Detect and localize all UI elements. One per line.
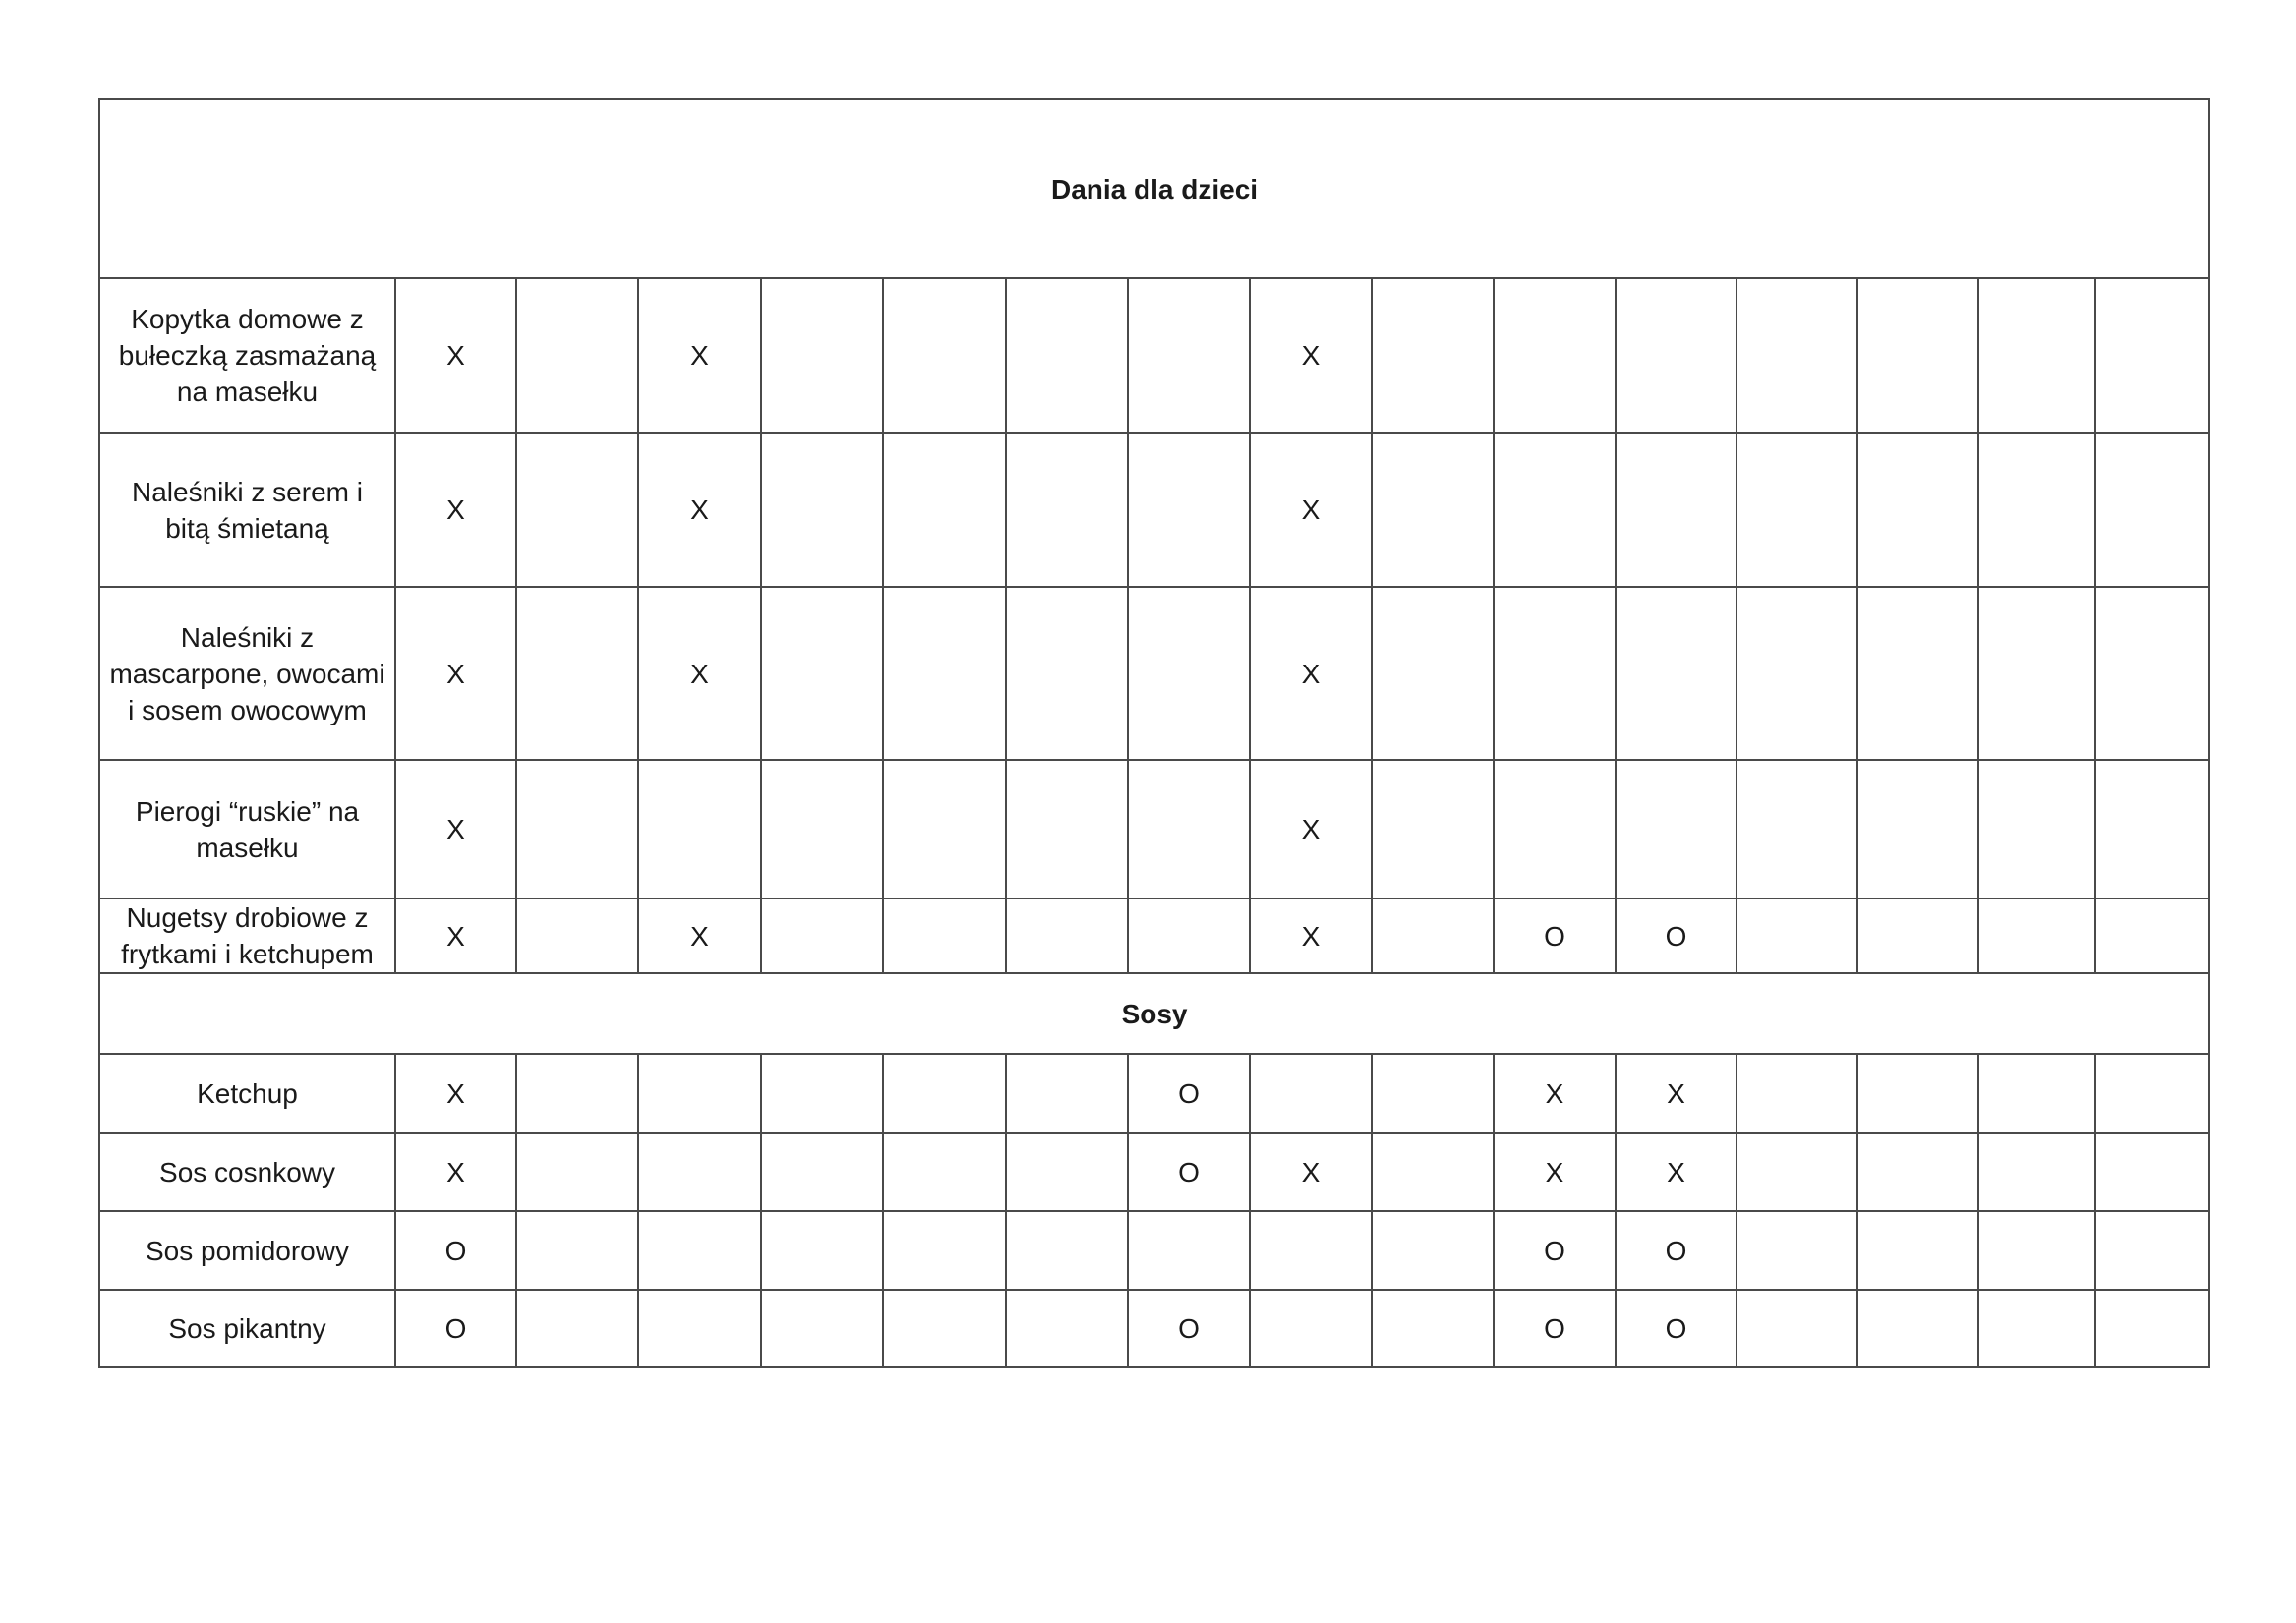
mark-cell (516, 898, 638, 973)
mark-cell (1857, 1054, 1978, 1133)
mark-cell (883, 433, 1006, 587)
mark-cell (516, 1133, 638, 1211)
allergen-table (98, 98, 2210, 1368)
dish-name-cell: Ketchup (99, 1054, 395, 1133)
table-row (99, 1211, 2209, 1290)
mark-cell (1737, 1133, 1857, 1211)
dish-name-cell: Naleśniki z serem i bitą śmietaną (99, 433, 395, 587)
mark-cell (883, 1290, 1006, 1367)
mark-cell (1494, 278, 1616, 433)
mark-cell (2095, 433, 2209, 587)
mark-cell (2095, 1133, 2209, 1211)
mark-cell (1616, 278, 1737, 433)
mark-cell (761, 433, 883, 587)
mark-cell (1006, 433, 1128, 587)
mark-cell (638, 760, 761, 898)
mark-cell (1978, 760, 2095, 898)
mark-cell (1616, 760, 1737, 898)
mark-cell (1737, 898, 1857, 973)
table-row (99, 1290, 2209, 1367)
mark-cell: X (1616, 1133, 1737, 1211)
mark-cell: X (638, 587, 761, 760)
mark-cell (1494, 760, 1616, 898)
dish-name-cell: Sos pomidorowy (99, 1211, 395, 1290)
mark-cell (883, 1054, 1006, 1133)
mark-cell: X (395, 278, 516, 433)
mark-cell (1616, 433, 1737, 587)
mark-cell: O (395, 1211, 516, 1290)
mark-cell (638, 1290, 761, 1367)
table-row (99, 1133, 2209, 1211)
mark-cell (761, 1290, 883, 1367)
table-row (99, 278, 2209, 433)
mark-cell (1372, 433, 1494, 587)
mark-cell (1128, 898, 1250, 973)
mark-cell (1250, 1211, 1372, 1290)
mark-cell: X (395, 587, 516, 760)
mark-cell (1128, 1211, 1250, 1290)
mark-cell (1006, 1133, 1128, 1211)
mark-cell (1250, 1054, 1372, 1133)
mark-cell: X (638, 278, 761, 433)
mark-cell (1494, 587, 1616, 760)
mark-cell: X (395, 1133, 516, 1211)
mark-cell: X (638, 898, 761, 973)
mark-cell: O (1494, 898, 1616, 973)
mark-cell (1737, 1054, 1857, 1133)
section-title: Sosy (99, 973, 2209, 1054)
mark-cell (638, 1211, 761, 1290)
mark-cell (883, 278, 1006, 433)
mark-cell: X (395, 760, 516, 898)
mark-cell: X (1250, 433, 1372, 587)
mark-cell: X (395, 433, 516, 587)
mark-cell (1857, 760, 1978, 898)
mark-cell (1737, 1290, 1857, 1367)
mark-cell (761, 278, 883, 433)
mark-cell (1494, 433, 1616, 587)
mark-cell: X (1250, 1133, 1372, 1211)
mark-cell (883, 1133, 1006, 1211)
mark-cell (2095, 1054, 2209, 1133)
mark-cell (1372, 1290, 1494, 1367)
mark-cell (1857, 587, 1978, 760)
mark-cell: O (1128, 1290, 1250, 1367)
mark-cell (2095, 760, 2209, 898)
mark-cell (516, 278, 638, 433)
mark-cell (638, 1133, 761, 1211)
mark-cell (1978, 433, 2095, 587)
mark-cell (1006, 760, 1128, 898)
mark-cell (761, 898, 883, 973)
mark-cell: O (1128, 1133, 1250, 1211)
mark-cell (1978, 1133, 2095, 1211)
mark-cell: O (395, 1290, 516, 1367)
mark-cell (1006, 1290, 1128, 1367)
mark-cell (1978, 587, 2095, 760)
mark-cell (1006, 587, 1128, 760)
mark-cell (1857, 1133, 1978, 1211)
mark-cell (1250, 1290, 1372, 1367)
mark-cell (2095, 278, 2209, 433)
dish-name-cell: Sos cosnkowy (99, 1133, 395, 1211)
mark-cell (1857, 1290, 1978, 1367)
mark-cell (1737, 760, 1857, 898)
mark-cell (638, 1054, 761, 1133)
mark-cell (1978, 278, 2095, 433)
table-row (99, 898, 2209, 973)
mark-cell (2095, 898, 2209, 973)
mark-cell (1737, 278, 1857, 433)
mark-cell (516, 760, 638, 898)
mark-cell: X (638, 433, 761, 587)
dish-name-cell: Sos pikantny (99, 1290, 395, 1367)
mark-cell (883, 1211, 1006, 1290)
table-row (99, 1054, 2209, 1133)
mark-cell (1128, 587, 1250, 760)
mark-cell: O (1128, 1054, 1250, 1133)
dish-name-cell: Naleśniki z mascarpone, owocami i sosem owocowym (99, 587, 395, 760)
mark-cell (1978, 1054, 2095, 1133)
mark-cell: X (1250, 760, 1372, 898)
mark-cell (1006, 278, 1128, 433)
table-row (99, 433, 2209, 587)
dish-name-cell: Nugetsy drobiowe z frytkami i ketchupem (99, 898, 395, 973)
mark-cell (516, 433, 638, 587)
mark-cell (1372, 1133, 1494, 1211)
dish-name-cell: Pierogi “ruskie” na masełku (99, 760, 395, 898)
mark-cell (1372, 1211, 1494, 1290)
section-header-row (99, 99, 2209, 278)
mark-cell (1978, 898, 2095, 973)
mark-cell (761, 760, 883, 898)
mark-cell (761, 1211, 883, 1290)
mark-cell (761, 587, 883, 760)
mark-cell (1372, 587, 1494, 760)
mark-cell (516, 1290, 638, 1367)
mark-cell (883, 760, 1006, 898)
mark-cell: X (1250, 587, 1372, 760)
mark-cell (1372, 278, 1494, 433)
mark-cell (1978, 1290, 2095, 1367)
mark-cell (1006, 1211, 1128, 1290)
mark-cell: X (1494, 1054, 1616, 1133)
mark-cell: X (395, 1054, 516, 1133)
mark-cell (1128, 760, 1250, 898)
mark-cell (2095, 1290, 2209, 1367)
mark-cell (516, 587, 638, 760)
mark-cell (2095, 587, 2209, 760)
mark-cell (1128, 278, 1250, 433)
mark-cell (1737, 433, 1857, 587)
mark-cell (1857, 1211, 1978, 1290)
mark-cell: O (1494, 1211, 1616, 1290)
mark-cell (1857, 278, 1978, 433)
section-header-row (99, 973, 2209, 1054)
mark-cell (1372, 898, 1494, 973)
mark-cell (1616, 587, 1737, 760)
mark-cell (1737, 1211, 1857, 1290)
section-title: Dania dla dzieci (99, 99, 2209, 278)
mark-cell (1128, 433, 1250, 587)
mark-cell (761, 1054, 883, 1133)
mark-cell: O (1616, 1290, 1737, 1367)
mark-cell (516, 1054, 638, 1133)
mark-cell (2095, 1211, 2209, 1290)
mark-cell: O (1616, 1211, 1737, 1290)
mark-cell (1006, 1054, 1128, 1133)
mark-cell (1857, 898, 1978, 973)
mark-cell (1372, 1054, 1494, 1133)
mark-cell (1857, 433, 1978, 587)
mark-cell (1737, 587, 1857, 760)
table-row (99, 587, 2209, 760)
mark-cell: X (1250, 898, 1372, 973)
mark-cell (1978, 1211, 2095, 1290)
table-row (99, 760, 2209, 898)
mark-cell: O (1494, 1290, 1616, 1367)
mark-cell: X (395, 898, 516, 973)
mark-cell (516, 1211, 638, 1290)
mark-cell: X (1250, 278, 1372, 433)
table-body (99, 99, 2209, 1367)
dish-name-cell: Kopytka domowe z bułeczką zasmażaną na masełku (99, 278, 395, 433)
mark-cell (883, 587, 1006, 760)
mark-cell (761, 1133, 883, 1211)
mark-cell (883, 898, 1006, 973)
mark-cell: O (1616, 898, 1737, 973)
mark-cell: X (1494, 1133, 1616, 1211)
mark-cell: X (1616, 1054, 1737, 1133)
mark-cell (1006, 898, 1128, 973)
mark-cell (1372, 760, 1494, 898)
